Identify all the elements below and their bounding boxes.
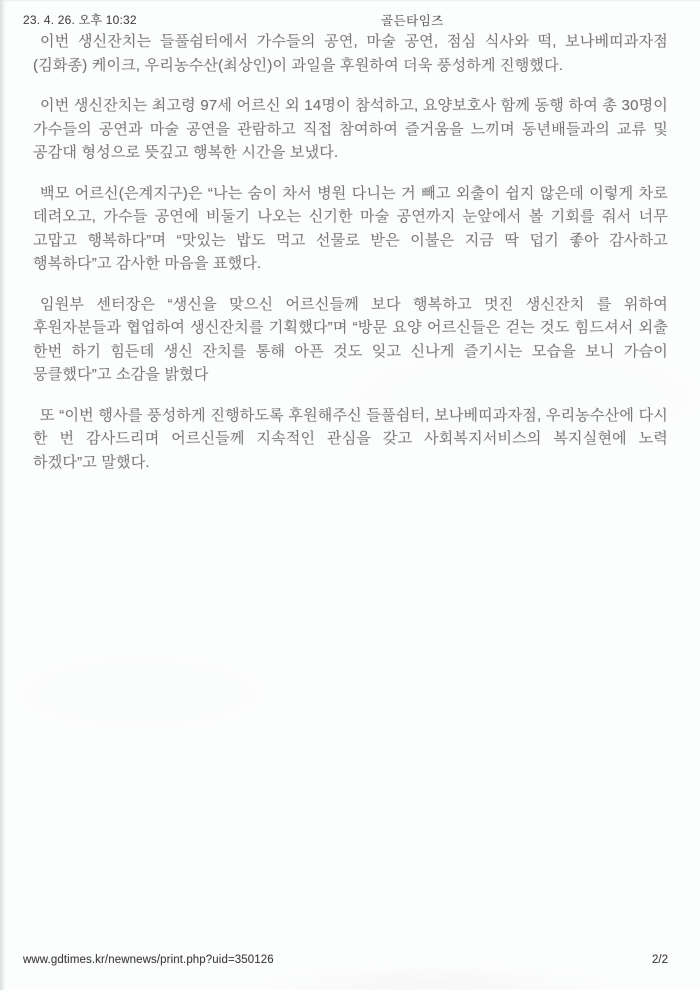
article-paragraph: 백모 어르신(은계지구)은 “나는 숨이 차서 병원 다니는 거 빼고 외출이 쉽지 않은데 이렇게 차로 데려오고, 가수들 공연에 비둘기 나오는 신기한 마술 공연까지 눈앞에서 볼 기회를 줘서 너무 고맙고 행복하다”며 “맛있는 밥도 먹고 선물로 받은 이불은 지금 딱 덥기 좋아 감사하고 행복하다”고 감사한 마음을 표했다. bbox=[33, 184, 668, 272]
article-paragraph: 이번 생신잔치는 들풀쉼터에서 가수들의 공연, 마술 공연, 점심 식사와 떡, 보나베띠과자점(김화종) 케이크, 우리농수산(최상인)이 과일을 후원하여 더욱 풍성하게 진행했다. bbox=[33, 33, 668, 74]
site-title: 골든타임즈 bbox=[381, 14, 444, 28]
print-datetime: 23. 4. 26. 오후 10:32 bbox=[23, 13, 137, 27]
article-paragraph: 또 “이번 행사를 풍성하게 진행하도록 후원해주신 들풀쉼터, 보나베띠과자점, 우리농수산에 다시 한 번 감사드리며 어르신들께 지속적인 관심을 갖고 사회복지서비스의 복지실현에 노력 하겠다”고 말했다. bbox=[33, 406, 668, 471]
article-paragraph: 이번 생신잔치는 최고령 97세 어르신 외 14명이 참석하고, 요양보호사 함께 동행 하여 총 30명이 가수들의 공연과 마술 공연을 관람하고 직접 참여하여 즐거움을 느끼며 동년배들과의 교류 및 공감대 형성으로 뜻깊고 행복한 시간을 보냈다. bbox=[33, 97, 668, 161]
article-body bbox=[33, 30, 668, 491]
page-number: 2/2 bbox=[652, 954, 668, 966]
print-footer bbox=[23, 954, 668, 966]
article-paragraph: 임원부 센터장은 “생신을 맞으신 어르신들께 보다 행복하고 멋진 생신잔치 를 위하여 후원자분들과 협업하여 생신잔치를 기획했다”며 “방문 요양 어르신들은 걷는 것도 힘드셔서 외출 한번 하기 힘든데 생신 잔치를 통해 아픈 것도 잊고 신나게 즐기시는 모습을 보니 가슴이 뭉클했다”고 소감을 밝혔다 bbox=[33, 295, 668, 383]
source-url: www.gdtimes.kr/newnews/print.php?uid=350126 bbox=[23, 954, 274, 966]
print-header bbox=[0, 10, 700, 28]
